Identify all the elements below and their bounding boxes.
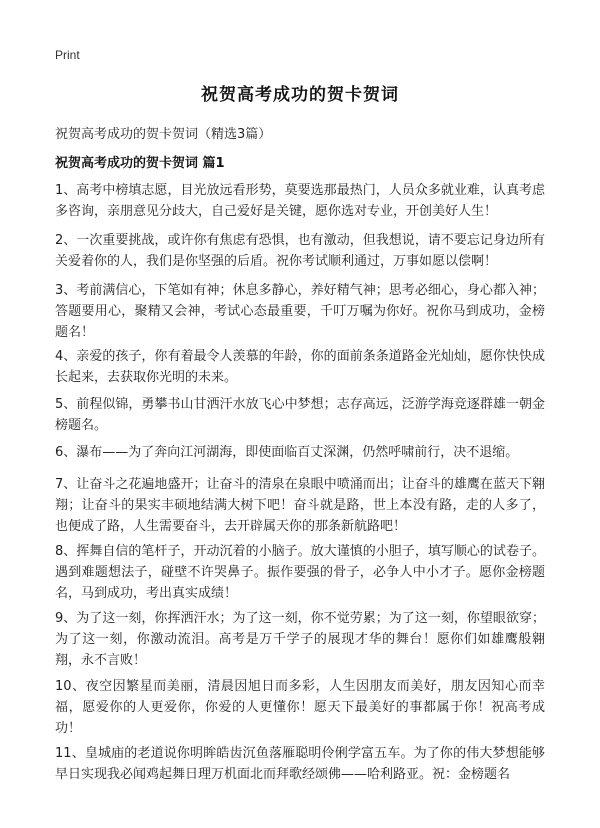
- page-subtitle: 祝贺高考成功的贺卡贺词（精选3篇）: [55, 127, 272, 142]
- paragraph-11: 11、皇城庙的老道说你明眸皓齿沉鱼落雁聪明伶俐学富五车。为了你的伟大梦想能够早日实现我必闻鸡起舞日理万机面北而拜歌经颂佛——哈利路亚。祝：金榜题名: [55, 746, 545, 782]
- page-title: 祝贺高考成功的贺卡贺词: [201, 85, 399, 105]
- paragraph-9: 9、为了这一刻，你挥洒汗水；为了这一刻，你不觉劳累；为了这一刻，你望眼欲穿；为了这一刻，你激动流泪。高考是万千学子的展现才华的舞台！愿你们如雄鹰般翱翔，永不言败！: [55, 611, 545, 668]
- print-label[interactable]: Print: [55, 48, 80, 62]
- section-heading: 祝贺高考成功的贺卡贺词 篇1: [55, 156, 225, 171]
- paragraph-8: 8、挥舞自信的笔杆子，开动沉着的小脑子。放大谨慎的小胆子，填写顺心的试卷子。遇到难题想法子，碰壁不许哭鼻子。振作要强的骨子，必争人中小才子。愿你金榜题名，马到成功，考出真实成绩！: [55, 544, 545, 601]
- paragraph-10: 10、夜空因繁星而美丽，清晨因旭日而多彩，人生因朋友而美好，朋友因知心而幸福，愿爱你的人更爱你，你爱的人更懂你！愿天下最美好的事都属于你！祝高考成功！: [55, 679, 545, 736]
- paragraph-4: 4、亲爱的孩子，你有着最令人羡慕的年龄，你的面前条条道路金光灿灿，愿你快快成长起来，去获取你光明的未来。: [55, 349, 545, 385]
- paragraph-3: 3、考前满信心，下笔如有神；休息多静心，养好精气神；思考必细心，身心都入神；答题要用心，聚精又会神，考试心态最重要，千叮万嘱为你好。祝你马到成功，金榜题名！: [55, 283, 545, 340]
- paragraph-2: 2、一次重要挑战，或许你有焦虑有恐惧，也有激动，但我想说，请不要忘记身边所有关爱着你的人，我们是你坚强的后盾。祝你考试顺利通过，万事如愿以偿啊！: [55, 233, 545, 269]
- paragraph-7: 7、让奋斗之花遍地盛开；让奋斗的清泉在泉眼中喷涌而出；让奋斗的雄鹰在蓝天下翱翔；让奋斗的果实丰硕地结满大树下吧！奋斗就是路，世上本没有路，走的人多了，也便成了路，人生需要奋斗，去开辟属天你的那条新航路吧！: [55, 477, 545, 534]
- paragraph-1: 1、高考中榜填志愿，目光放远看形势，莫要选那最热门，人员众多就业难，认真考虑多咨询，亲朋意见分歧大，自己爱好是关键，愿你选对专业，开创美好人生！: [55, 183, 545, 219]
- paragraph-6: 6、瀑布——为了奔向江河湖海，即使面临百丈深渊，仍然呼啸前行，决不退缩。: [55, 445, 519, 460]
- paragraph-5: 5、前程似锦，勇攀书山甘洒汗水放飞心中梦想；志存高远，泛游学海竞逐群雄一朝金榜题名。: [55, 397, 545, 433]
